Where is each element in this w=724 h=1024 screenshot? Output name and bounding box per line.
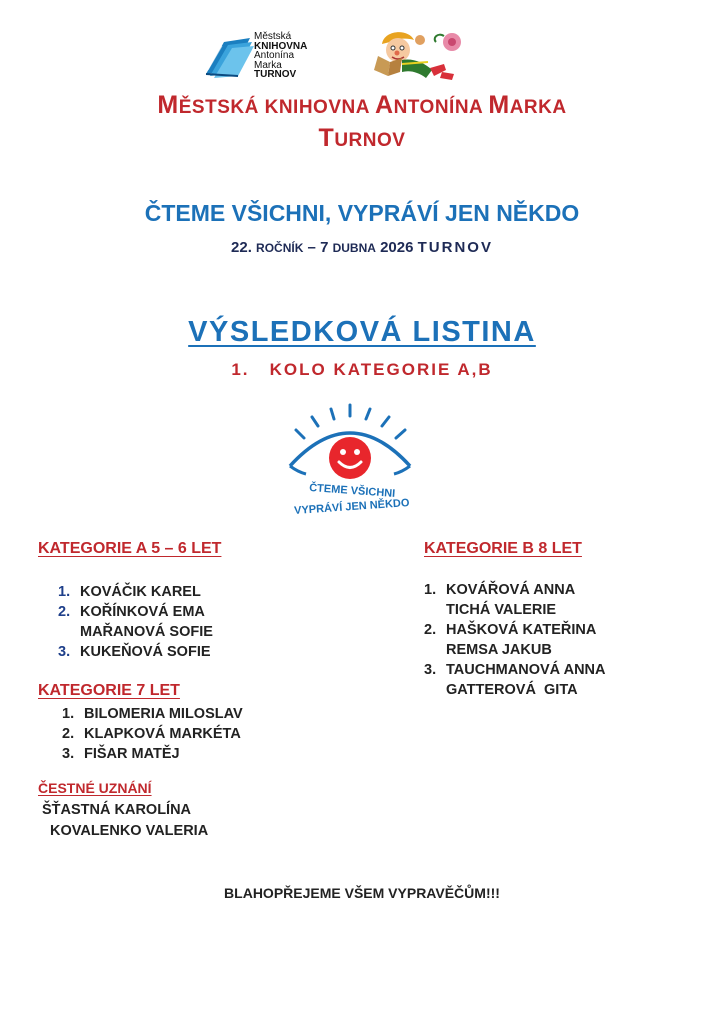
round-subtitle: 1. KOLO KATEGORIE A,B [231,360,493,379]
library-logo-line: Městská [254,31,292,42]
list-item: 2. KLAPKOVÁ MARKÉTA [62,726,241,742]
honor-list [42,800,208,842]
event-edition: 22. ROČNÍK – 7 DUBNA 2026 TURNOV [231,239,493,256]
list-item: 2. KOŘÍNKOVÁ EMA [58,604,205,620]
category-b-heading: KATEGORIE B 8 LET [424,540,582,557]
library-title-line1: MĚSTSKÁ KNIHOVNA ANTONÍNA MARKA [157,91,567,119]
header-logos [0,28,724,84]
category-b-list [424,580,606,700]
list-item: 1. KOVÁŘOVÁ ANNA [424,582,576,598]
list-item-continuation: TICHÁ VALERIE [446,602,557,618]
list-item: 3. TAUCHMANOVÁ ANNA [424,662,606,678]
category-a-list [58,582,213,662]
library-logo-line: Antonína [254,50,295,61]
list-item: ŠŤASTNÁ KAROLÍNA [42,802,192,818]
congratulations-text: BLAHOPŘEJEME VŠEM VYPRAVĚČŮM!!! [224,885,500,901]
list-item: 3. KUKEŇOVÁ SOFIE [58,644,211,660]
list-item: 3. FIŠAR MATĚJ [62,746,180,762]
category-7-heading: KATEGORIE 7 LET [38,682,180,699]
results-title: VÝSLEDKOVÁ LISTINA [188,316,536,348]
list-item-continuation: GATTEROVÁ GITA [446,682,578,698]
svg-text:VYPRÁVÍ JEN NĚKDO [294,496,411,517]
svg-text:ČTEME VŠICHNI [309,481,396,500]
list-item-continuation: REMSA JAKUB [446,642,552,658]
event-logo [282,400,418,524]
category-a-heading: KATEGORIE A 5 – 6 LET [38,540,222,557]
list-item: 2. HAŠKOVÁ KATEŘINA [424,622,597,638]
library-logo-line: Marka [254,59,282,71]
smiling-eye-icon [282,400,418,524]
list-item: KOVALENKO VALERIA [50,823,209,839]
list-item: 1. BILOMERIA MILOSLAV [62,706,243,722]
list-item-continuation: MAŘANOVÁ SOFIE [80,624,213,640]
reading-child-icon [368,28,468,84]
library-logo [204,32,316,82]
library-logo-line: KNIHOVNA [254,40,308,52]
library-logo-line: TURNOV [254,69,297,80]
event-title: ČTEME VŠICHNI, VYPRÁVÍ JEN NĚKDO [144,200,580,226]
library-title-line2: TURNOV [318,124,406,152]
category-7-list [62,704,243,764]
honor-heading: ČESTNÉ UZNÁNÍ [38,780,152,796]
event-logo-line2: VYPRÁVÍ JEN NĚKDO [293,496,410,518]
event-logo-line1: ČTEME VŠICHNI [308,482,396,500]
list-item: 1. KOVÁČIK KAREL [58,584,201,600]
open-book-icon [204,34,254,80]
